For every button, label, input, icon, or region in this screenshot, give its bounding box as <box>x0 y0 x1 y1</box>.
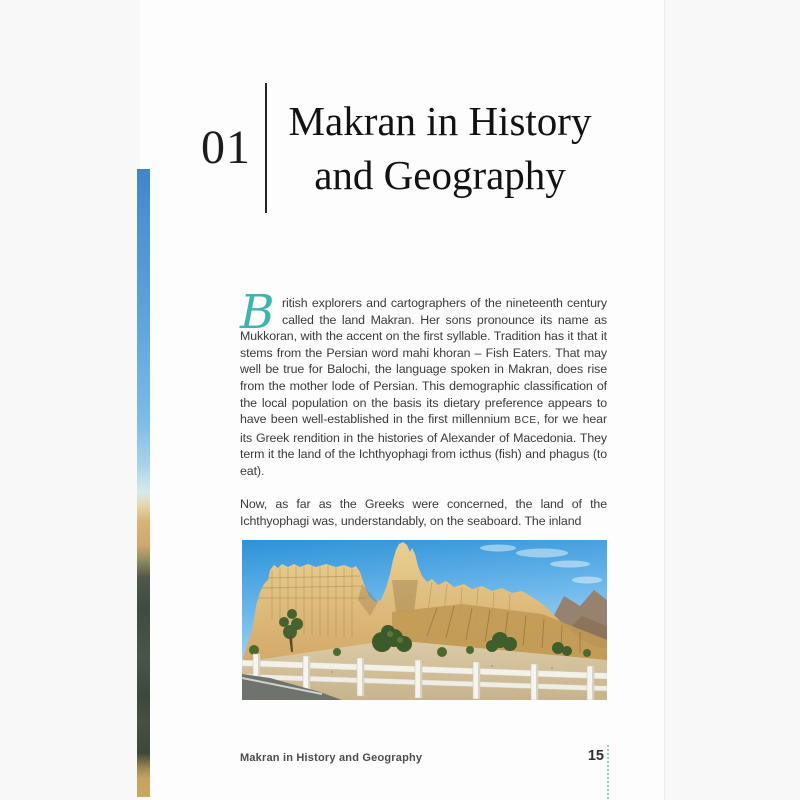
chapter-title-line1: Makran in History <box>288 98 592 144</box>
drop-cap-b: B <box>240 285 275 340</box>
paragraph-1-text-continued: , for we hear its Greek rendition in the histories of Alexander of Macedonia. They term it the land of the Ichthyophagi from icthus (fish) and phagus (to eat). <box>240 412 607 478</box>
chapter-title <box>270 94 610 202</box>
bce-smallcaps: BCE <box>514 415 537 427</box>
paragraph-1 <box>240 285 607 480</box>
footer-running-title: Makran in History and Geography <box>240 752 423 764</box>
adjacent-page-photo-sliver <box>137 169 150 797</box>
chapter-number: 01 <box>201 121 251 174</box>
desert-landscape-illustration <box>242 540 607 700</box>
paragraph-2: Now, as far as the Greeks were concerned, the land of the Ichthyophagi was, understandably, on the seaboard. The inland <box>240 497 607 528</box>
chapter-photo <box>242 540 607 700</box>
page-number: 15 <box>587 748 604 764</box>
chapter-title-line2: and Geography <box>314 152 566 198</box>
footer-dotted-accent-line <box>607 745 609 800</box>
paragraph-1-text: ritish explorers and cartographers of the nineteenth century called the land Makran. Her sons pronounce its name as Mukkoran, with the accent on the first syllable. Tradition has it that it stems from the Persian word mahi khoran – Fish Eaters. That may well be true for Balochi, the language spoken in Makran, does rise from the mother lode of Persian. This demographic classification of the local population on the basis its dietary preference appears to have been well-established in the first millennium <box>240 296 607 427</box>
body-text <box>240 285 607 529</box>
chapter-divider-line <box>265 83 267 213</box>
